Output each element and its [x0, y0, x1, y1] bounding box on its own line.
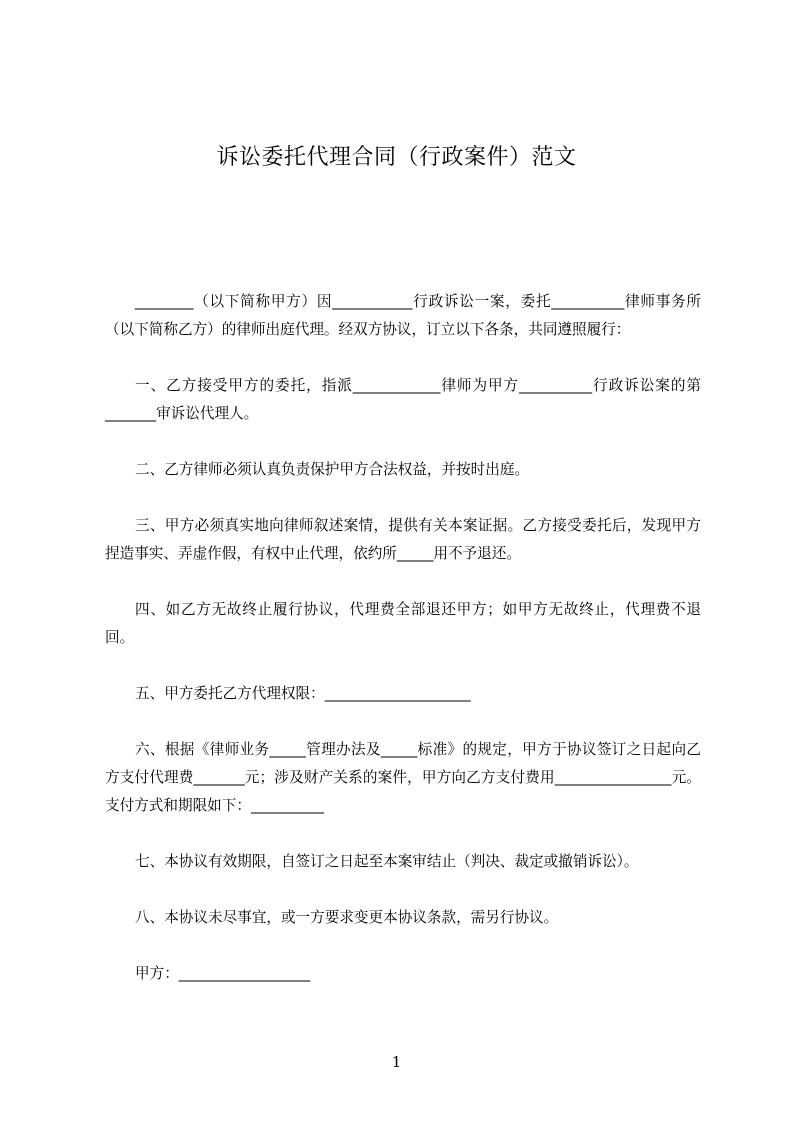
paragraph-intro: ________（以下简称甲方）因___________行政诉讼一案，委托__________律师事务所（以下简称乙方）的律师出庭代理。经双方协议，订立以下各条，共同遵照履行： [105, 293, 701, 338]
paragraph-clause-8: 八、本协议未尽事宜，或一方要求变更本协议条款，需另行协议。 [135, 909, 559, 926]
paragraph-clause-4: 四、如乙方无故终止履行协议，代理费全部退还甲方；如甲方无故终止，代理费不退回。 [105, 601, 701, 646]
paragraph-clause-1: 一、乙方接受甲方的委托，指派____________律师为甲方__________行政诉讼案的第_______审诉讼代理人。 [105, 377, 701, 422]
page-number: 1 [391, 1053, 402, 1071]
paragraph-clause-3: 三、甲方必须真实地向律师叙述案情，提供有关本案证据。乙方接受委托后，发现甲方捏造事实、弄虚作假，有权中止代理，依约所_____用不予退还。 [105, 517, 701, 562]
paragraph-clause-5: 五、甲方委托乙方代理权限：____________________ [135, 685, 471, 702]
paragraph-clause-7: 七、本协议有效期限，自签订之日起至本案审结止（判决、裁定或撤销诉讼）。 [135, 853, 639, 870]
paragraph-clause-2: 二、乙方律师必须认真负责保护甲方合法权益，并按时出庭。 [135, 461, 530, 478]
signature-party-a: 甲方：__________________ [135, 965, 311, 982]
document-body [105, 288, 701, 988]
paragraph-clause-6: 六、根据《律师业务_____管理办法及_____标准》的规定，甲方于协议签订之日起向乙方支付代理费_______元；涉及财产关系的案件，甲方向乙方支付费用________________元。支付方式和期限如下：__________ [105, 741, 701, 814]
document-title: 诉讼委托代理合同（行政案件）范文 [216, 145, 577, 170]
